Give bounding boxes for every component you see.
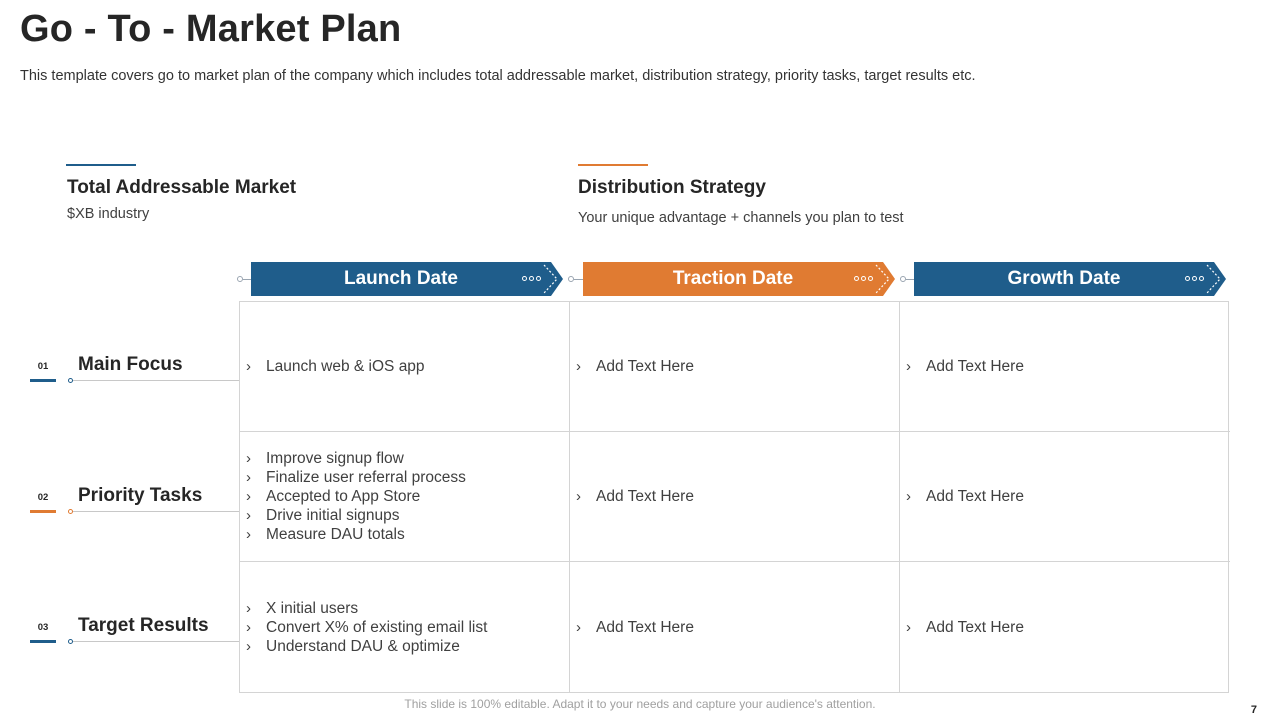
- column-header-launch: [251, 262, 567, 296]
- bullet-item: [576, 357, 899, 376]
- chevron-right-icon: ›: [906, 618, 911, 636]
- row-accent-bar: [30, 379, 56, 382]
- header-connector-line: [574, 279, 583, 280]
- bullet-text: Add Text Here: [596, 488, 694, 505]
- page-subtitle: This template covers go to market plan of the company which includes total addressable market, distribution strategy, priority tasks, target results etc.: [20, 68, 976, 84]
- bullet-item: [906, 487, 1230, 506]
- row-connector-dot: [68, 378, 73, 383]
- chevron-right-icon: ›: [246, 488, 251, 505]
- row-accent-bar: [30, 640, 56, 643]
- chevron-right-icon: ›: [246, 358, 251, 375]
- cell-main-focus-launch: [240, 302, 570, 432]
- bullet-text: Measure DAU totals: [266, 526, 405, 543]
- cell-main-focus-growth: [900, 302, 1230, 432]
- column-header-growth: [914, 262, 1230, 296]
- bullet-text: Add Text Here: [596, 358, 694, 375]
- distribution-accent-line: [578, 164, 648, 166]
- header-connector-line: [906, 279, 914, 280]
- tam-title: Total Addressable Market: [67, 177, 297, 198]
- row-divider-line: [70, 511, 239, 512]
- ellipsis-dots-icon: [1185, 276, 1204, 281]
- row-connector-dot: [68, 639, 73, 644]
- row-accent-bar: [30, 510, 56, 513]
- row-label-target-results: Target Results: [78, 615, 209, 636]
- column-header-label: Growth Date: [1007, 268, 1121, 289]
- tam-accent-line: [66, 164, 136, 166]
- bullet-item: [246, 637, 569, 656]
- bullet-text: Add Text Here: [926, 488, 1024, 505]
- bullet-item: [246, 468, 569, 487]
- chevron-right-icon: ›: [246, 450, 251, 467]
- distribution-subtitle: Your unique advantage + channels you plan to test: [578, 210, 904, 226]
- chevron-right-icon: ›: [246, 507, 251, 524]
- footer-note: This slide is 100% editable. Adapt it to your needs and capture your audience's attention.: [404, 697, 876, 711]
- cell-main-focus-traction: [570, 302, 900, 432]
- bullet-item: [246, 449, 569, 468]
- cell-target-results-launch: [240, 562, 570, 692]
- bullet-text: Finalize user referral process: [266, 469, 466, 486]
- row-label-priority-tasks: Priority Tasks: [78, 485, 203, 506]
- chevron-right-icon: ›: [576, 488, 581, 505]
- column-header-label: Traction Date: [672, 268, 794, 289]
- bullet-text: Add Text Here: [926, 358, 1024, 375]
- page-number: 7: [1250, 704, 1257, 716]
- cell-priority-tasks-growth: [900, 432, 1230, 562]
- bullet-item: [576, 618, 899, 637]
- row-divider-line: [70, 380, 239, 381]
- ellipsis-dots-icon: [854, 276, 873, 281]
- chevron-right-icon: ›: [246, 618, 251, 636]
- bullet-item: [246, 599, 569, 618]
- chevron-right-icon: ›: [246, 599, 251, 617]
- bullet-item: [246, 618, 569, 637]
- chevron-right-icon: ›: [576, 358, 581, 375]
- header-connector-line: [243, 279, 251, 280]
- row-label-main-focus: Main Focus: [78, 354, 183, 375]
- bullet-text: Drive initial signups: [266, 507, 400, 524]
- bullet-item: [906, 618, 1230, 637]
- column-header-traction: [583, 262, 899, 296]
- bullet-text: Accepted to App Store: [266, 488, 421, 505]
- chevron-right-icon: ›: [246, 637, 251, 655]
- bullet-item: [576, 487, 899, 506]
- row-number: 02: [37, 492, 49, 503]
- cell-target-results-growth: [900, 562, 1230, 692]
- bullet-item: [246, 506, 569, 525]
- chevron-right-icon: ›: [246, 526, 251, 543]
- chevron-right-icon: ›: [906, 358, 911, 375]
- row-number: 01: [37, 361, 49, 372]
- bullet-text: Launch web & iOS app: [266, 358, 425, 375]
- bullet-text: Improve signup flow: [266, 450, 404, 467]
- chevron-right-icon: ›: [906, 488, 911, 505]
- bullet-text: Understand DAU & optimize: [266, 637, 460, 655]
- row-connector-dot: [68, 509, 73, 514]
- tam-subtitle: $XB industry: [67, 206, 150, 222]
- page-title: Go - To - Market Plan: [20, 8, 402, 50]
- chevron-right-icon: ›: [246, 469, 251, 486]
- ellipsis-dots-icon: [522, 276, 541, 281]
- chevron-right-icon: ›: [576, 618, 581, 636]
- cell-priority-tasks-traction: [570, 432, 900, 562]
- bullet-item: [246, 525, 569, 544]
- bullet-text: Convert X% of existing email list: [266, 618, 488, 636]
- bullet-text: Add Text Here: [926, 618, 1024, 636]
- bullet-text: Add Text Here: [596, 618, 694, 636]
- row-divider-line: [70, 641, 239, 642]
- bullet-text: X initial users: [266, 599, 359, 617]
- column-header-label: Launch Date: [343, 268, 459, 289]
- bullet-item: [246, 487, 569, 506]
- plan-grid: [239, 301, 1229, 693]
- row-number: 03: [37, 622, 49, 633]
- bullet-item: [246, 357, 569, 376]
- cell-priority-tasks-launch: [240, 432, 570, 562]
- cell-target-results-traction: [570, 562, 900, 692]
- bullet-item: [906, 357, 1230, 376]
- distribution-title: Distribution Strategy: [578, 177, 766, 198]
